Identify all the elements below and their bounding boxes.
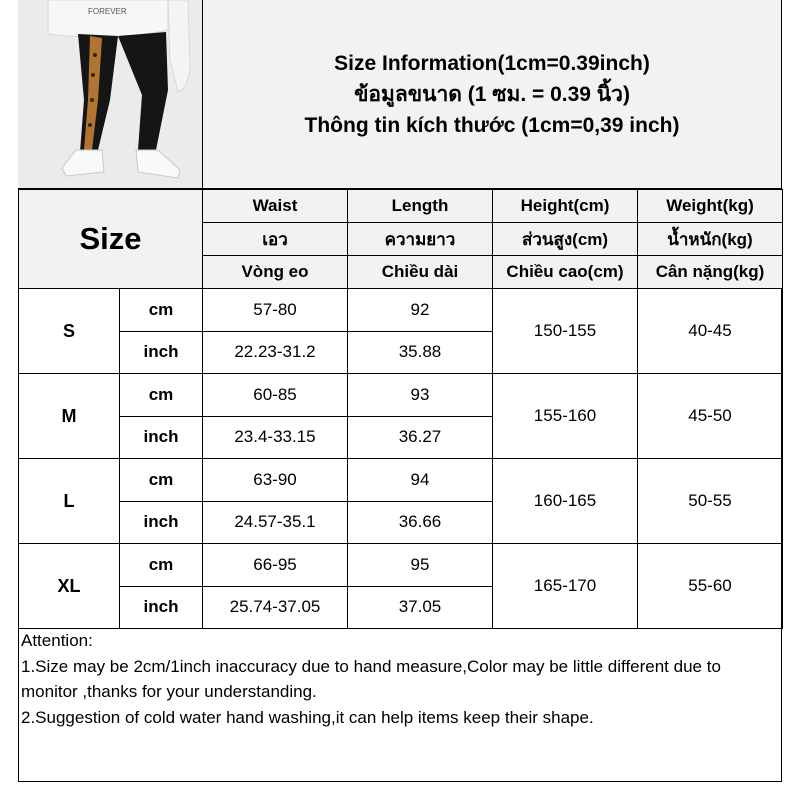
info-title-vietnamese: Thông tin kích thước (1cm=0,39 inch) <box>304 113 680 137</box>
weight-value: 50-55 <box>638 459 783 544</box>
header-height: Height(cm) <box>493 190 638 223</box>
unit-inch: inch <box>120 416 203 459</box>
length-cm-value: 94 <box>348 459 493 502</box>
unit-inch: inch <box>120 331 203 374</box>
weight-value: 45-50 <box>638 374 783 459</box>
table-row <box>19 544 783 587</box>
height-value: 165-170 <box>493 544 638 629</box>
header-weight: Weight(kg) <box>638 190 783 223</box>
product-photo <box>18 0 203 188</box>
attention-title: Attention: <box>21 631 93 650</box>
size-label: L <box>19 459 120 544</box>
length-cm-value: 92 <box>348 289 493 332</box>
size-label: XL <box>19 544 120 629</box>
table-row <box>19 459 783 502</box>
unit-cm: cm <box>120 459 203 502</box>
header-waist-thai: เอว <box>203 223 348 256</box>
header-row-english <box>19 190 783 223</box>
shirt-print-text: FOREVER <box>88 7 127 16</box>
length-inch-value: 36.27 <box>348 416 493 459</box>
height-value: 150-155 <box>493 289 638 374</box>
size-label: S <box>19 289 120 374</box>
size-column-title: Size <box>19 190 203 289</box>
size-label: M <box>19 374 120 459</box>
waist-inch-value: 23.4-33.15 <box>203 416 348 459</box>
attention-note-1: 1.Size may be 2cm/1inch inaccuracy due to hand measure,Color may be little different due to monitor ,thanks for your understanding. <box>21 656 721 701</box>
table-row <box>19 374 783 417</box>
header-length: Length <box>348 190 493 223</box>
waist-cm-value: 60-85 <box>203 374 348 417</box>
height-value: 155-160 <box>493 374 638 459</box>
header-waist: Waist <box>203 190 348 223</box>
size-table <box>18 189 783 629</box>
waist-inch-value: 25.74-37.05 <box>203 586 348 629</box>
header-height-thai: ส่วนสูง(cm) <box>493 223 638 256</box>
info-title-thai: ข้อมูลขนาด (1 ซม. = 0.39 นิ้ว) <box>354 82 630 106</box>
waist-inch-value: 22.23-31.2 <box>203 331 348 374</box>
weight-value: 40-45 <box>638 289 783 374</box>
length-cm-value: 95 <box>348 544 493 587</box>
header-waist-vietnamese: Vòng eo <box>203 256 348 289</box>
length-cm-value: 93 <box>348 374 493 417</box>
unit-cm: cm <box>120 544 203 587</box>
info-title-english: Size Information(1cm=0.39inch) <box>334 51 650 75</box>
header-length-thai: ความยาว <box>348 223 493 256</box>
attention-note-2: 2.Suggestion of cold water hand washing,it can help items keep their shape. <box>21 707 594 727</box>
length-inch-value: 36.66 <box>348 501 493 544</box>
unit-cm: cm <box>120 289 203 332</box>
table-row <box>19 289 783 332</box>
attention-notes <box>21 628 777 730</box>
unit-cm: cm <box>120 374 203 417</box>
length-inch-value: 35.88 <box>348 331 493 374</box>
waist-cm-value: 57-80 <box>203 289 348 332</box>
weight-value: 55-60 <box>638 544 783 629</box>
waist-cm-value: 66-95 <box>203 544 348 587</box>
leggings-model-image <box>18 0 202 188</box>
header-height-vietnamese: Chiều cao(cm) <box>493 256 638 289</box>
header-weight-thai: น้ำหนัก(kg) <box>638 223 783 256</box>
length-inch-value: 37.05 <box>348 586 493 629</box>
waist-cm-value: 63-90 <box>203 459 348 502</box>
height-value: 160-165 <box>493 459 638 544</box>
unit-inch: inch <box>120 501 203 544</box>
header-length-vietnamese: Chiều dài <box>348 256 493 289</box>
header-section <box>18 0 782 189</box>
waist-inch-value: 24.57-35.1 <box>203 501 348 544</box>
unit-inch: inch <box>120 586 203 629</box>
size-information-panel <box>203 0 781 188</box>
header-weight-vietnamese: Cân nặng(kg) <box>638 256 783 289</box>
